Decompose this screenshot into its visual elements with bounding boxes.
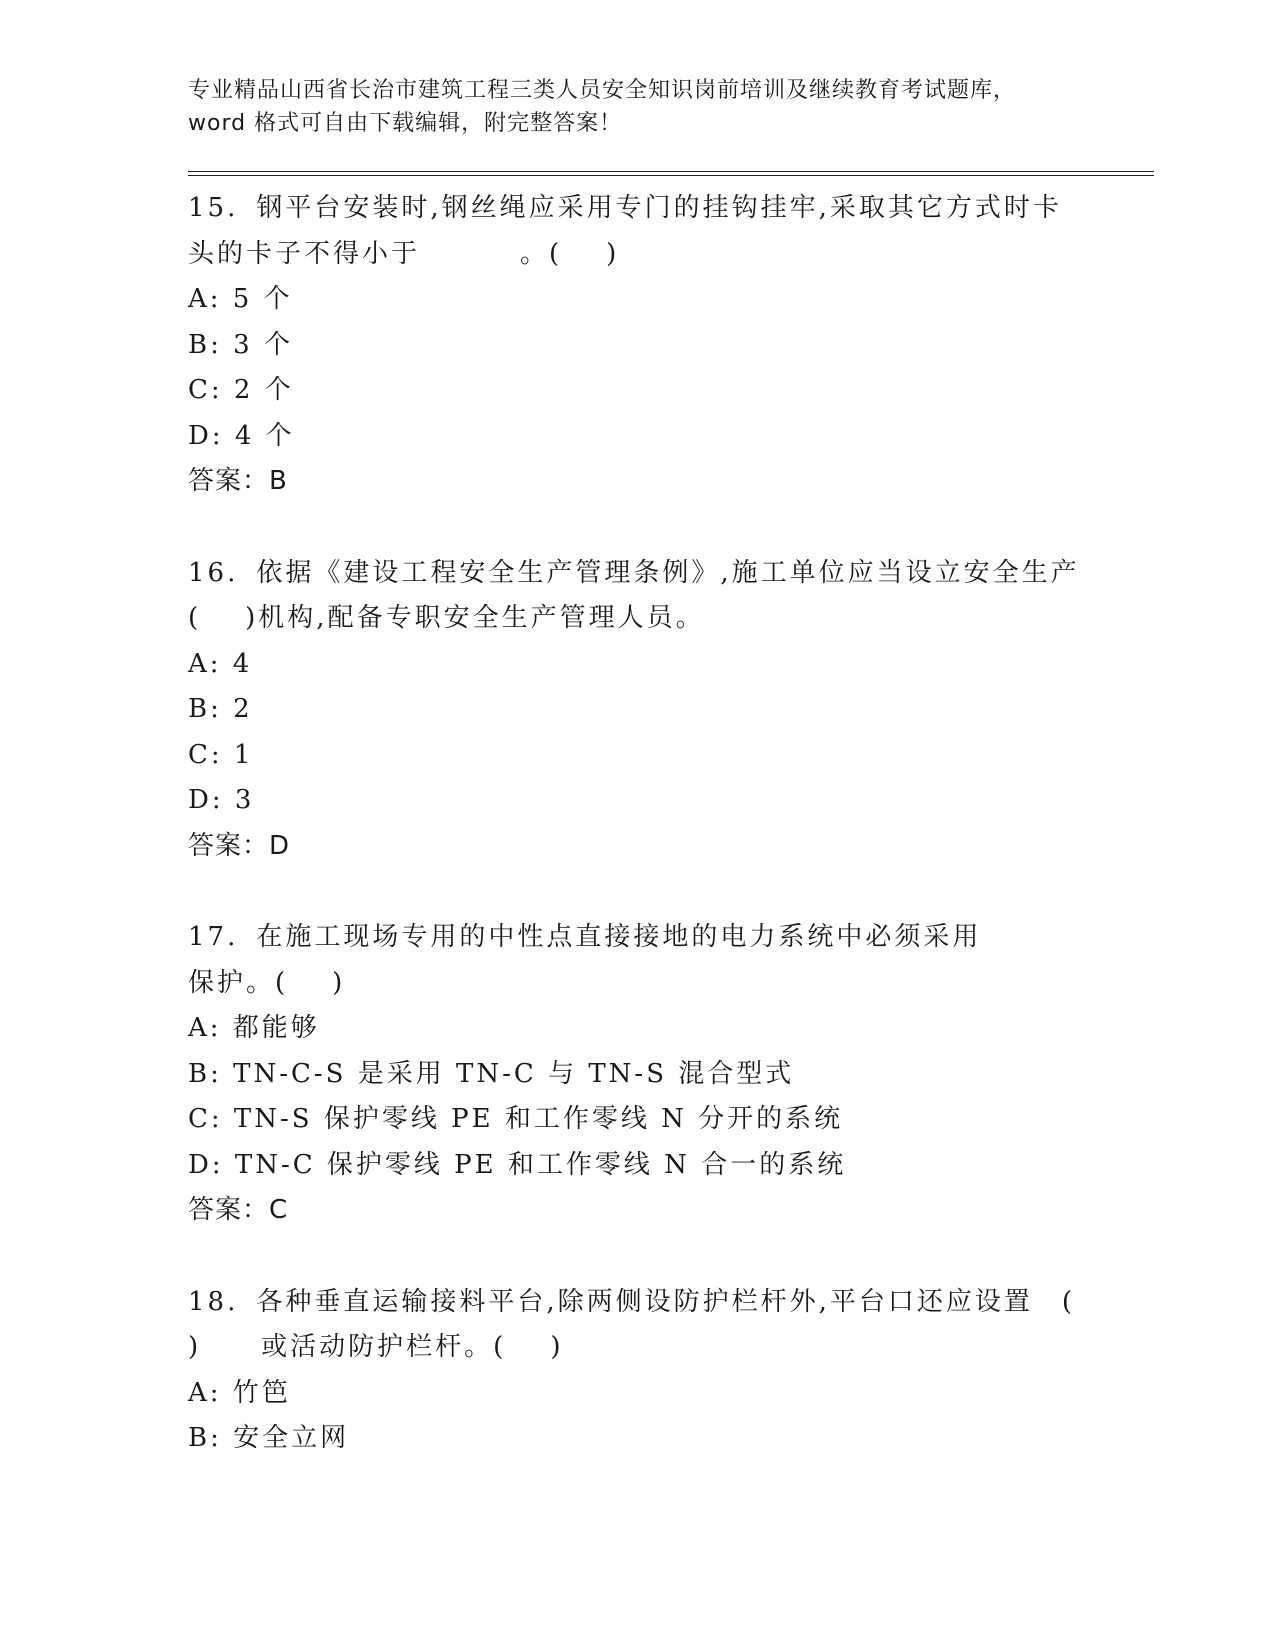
- document-header: [188, 74, 1088, 140]
- option-d: D: TN-C 保护零线 PE 和工作零线 N 合一的系统: [188, 1149, 847, 1180]
- question-stem: 在施工现场专用的中性点直接接地的电力系统中必须采用: [256, 922, 982, 952]
- option-c: C: 1: [188, 739, 254, 770]
- question-stem: ): [606, 238, 620, 269]
- option-d: D: 3: [188, 785, 255, 815]
- question-stem-line: [188, 596, 1108, 642]
- answer-label: 答案：C: [188, 1195, 289, 1225]
- option-b: B: TN-C-S 是采用 TN-C 与 TN-S 混合型式: [188, 1058, 795, 1089]
- question-stem: (: [188, 603, 202, 633]
- question-stem-line: [188, 551, 1108, 597]
- option-d: D: 4 个: [188, 420, 295, 451]
- header-rule-bottom: [188, 175, 1154, 176]
- option-b: B: 安全立网: [188, 1423, 350, 1453]
- question-number: 15.: [188, 193, 239, 223]
- option-a: A: 都能够: [188, 1013, 320, 1043]
- header-rule-top: [188, 171, 1154, 172]
- question-stem: )机构,配备专职安全生产管理人员。: [245, 603, 705, 633]
- question-number: 17.: [188, 922, 239, 952]
- question-stem: ): [550, 1332, 564, 1362]
- question-stem-line: [188, 186, 1108, 232]
- question-stem: 或活动防护栏杆。(: [261, 1332, 507, 1362]
- question-stem: 。(: [520, 238, 563, 269]
- question-number: 18.: [188, 1286, 239, 1317]
- option-c: C: 2 个: [188, 375, 294, 405]
- question-stem: ): [188, 1332, 202, 1362]
- header-line-1: 专业精品山西省长治市建筑工程三类人员安全知识岗前培训及继续教育考试题库，: [188, 78, 1017, 103]
- question-stem: ): [332, 967, 346, 998]
- question-stem-line: [188, 915, 1108, 961]
- question-stem-line: [188, 961, 1108, 1007]
- header-line-2: word 格式可自由下载编辑，附完整答案！: [188, 111, 623, 136]
- question-list: [188, 186, 1108, 1462]
- question-16: [188, 551, 1108, 870]
- question-stem-line: [188, 1325, 1108, 1371]
- question-18: [188, 1280, 1108, 1462]
- question-stem: 各种垂直运输接料平台,除两侧设防护栏杆外,平台口还应设置 (: [256, 1286, 1076, 1317]
- question-stem: 钢平台安装时,钢丝绳应采用专门的挂钩挂牢,采取其它方式时卡: [256, 193, 1062, 223]
- question-15: [188, 186, 1108, 505]
- question-stem: 保护。(: [188, 967, 289, 998]
- option-a: A: 5 个: [188, 284, 293, 314]
- option-b: B: 2: [188, 694, 253, 724]
- question-stem: 头的卡子不得小于: [188, 238, 421, 269]
- question-stem-line: [188, 232, 1108, 278]
- option-a: A: 竹笆: [188, 1377, 291, 1408]
- question-stem-line: [188, 1280, 1108, 1326]
- option-b: B: 3 个: [188, 329, 293, 360]
- question-stem: 依据《建设工程安全生产管理条例》,施工单位应当设立安全生产: [256, 557, 1080, 588]
- question-number: 16.: [188, 557, 239, 588]
- option-a: A: 4: [188, 648, 253, 679]
- answer-label: 答案：B: [188, 466, 288, 496]
- option-c: C: TN-S 保护零线 PE 和工作零线 N 分开的系统: [188, 1104, 844, 1134]
- question-17: [188, 915, 1108, 1234]
- answer-label: 答案：D: [188, 830, 291, 861]
